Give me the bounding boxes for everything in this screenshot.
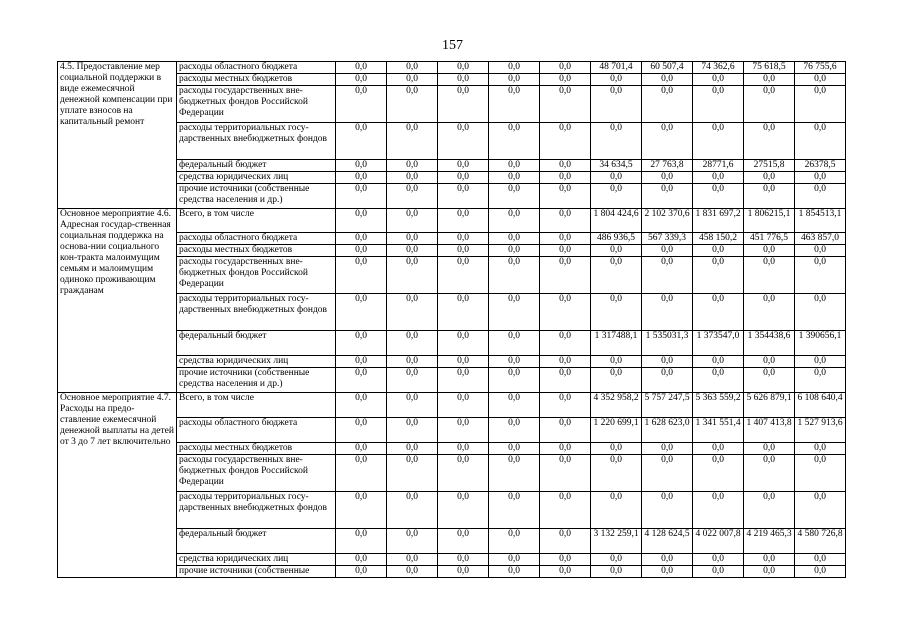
value-cell: 6 108 640,4: [795, 393, 846, 418]
value-cell: 0,0: [489, 368, 540, 393]
value-cell: 1 341 551,4: [693, 418, 744, 443]
value-cell: 0,0: [795, 554, 846, 566]
value-cell: 0,0: [387, 418, 438, 443]
value-cell: 75 618,5: [744, 62, 795, 74]
funding-source-cell: прочие источники (собственные средства населения и др.): [177, 368, 336, 393]
value-cell: 0,0: [336, 529, 387, 554]
budget-table: [57, 61, 846, 578]
value-cell: 0,0: [591, 257, 642, 294]
value-cell: 0,0: [591, 443, 642, 455]
value-cell: 0,0: [489, 257, 540, 294]
table-row: [58, 160, 846, 172]
value-cell: 5 363 559,2: [693, 393, 744, 418]
value-cell: 0,0: [438, 74, 489, 86]
table-row: [58, 418, 846, 443]
value-cell: 0,0: [387, 62, 438, 74]
value-cell: 0,0: [744, 294, 795, 331]
value-cell: 1 373547,0: [693, 331, 744, 356]
value-cell: 0,0: [438, 418, 489, 443]
table-row: [58, 257, 846, 294]
value-cell: 0,0: [438, 257, 489, 294]
table-row: [58, 245, 846, 257]
funding-source-cell: расходы государственных вне-бюджетных фондов Российской Федерации: [177, 455, 336, 492]
value-cell: 0,0: [540, 331, 591, 356]
value-cell: 0,0: [336, 418, 387, 443]
table-row: [58, 455, 846, 492]
table-row: [58, 566, 846, 578]
value-cell: 0,0: [387, 233, 438, 245]
value-cell: 0,0: [744, 245, 795, 257]
table-row: [58, 356, 846, 368]
value-cell: 48 701,4: [591, 62, 642, 74]
value-cell: 0,0: [387, 86, 438, 123]
value-cell: 567 339,3: [642, 233, 693, 245]
value-cell: 3 132 259,1: [591, 529, 642, 554]
value-cell: 2 102 370,6: [642, 209, 693, 233]
value-cell: 0,0: [744, 455, 795, 492]
value-cell: 0,0: [540, 455, 591, 492]
value-cell: 0,0: [693, 123, 744, 160]
value-cell: 0,0: [387, 123, 438, 160]
value-cell: 0,0: [540, 86, 591, 123]
value-cell: 0,0: [438, 443, 489, 455]
value-cell: 60 507,4: [642, 62, 693, 74]
value-cell: 0,0: [693, 566, 744, 578]
value-cell: 0,0: [438, 492, 489, 529]
value-cell: 0,0: [693, 356, 744, 368]
value-cell: 0,0: [438, 209, 489, 233]
value-cell: 0,0: [540, 184, 591, 209]
value-cell: 0,0: [336, 245, 387, 257]
funding-source-cell: расходы областного бюджета: [177, 62, 336, 74]
value-cell: 0,0: [744, 86, 795, 123]
table-row: [58, 331, 846, 356]
value-cell: 0,0: [795, 123, 846, 160]
value-cell: 1 220 699,1: [591, 418, 642, 443]
value-cell: 1 831 697,2: [693, 209, 744, 233]
value-cell: 0,0: [642, 455, 693, 492]
value-cell: 0,0: [642, 245, 693, 257]
value-cell: 0,0: [336, 209, 387, 233]
value-cell: 0,0: [642, 368, 693, 393]
value-cell: 0,0: [438, 62, 489, 74]
value-cell: 0,0: [540, 245, 591, 257]
value-cell: 0,0: [438, 172, 489, 184]
funding-source-cell: Всего, в том числе: [177, 209, 336, 233]
value-cell: 0,0: [693, 74, 744, 86]
value-cell: 0,0: [336, 331, 387, 356]
value-cell: 0,0: [438, 566, 489, 578]
value-cell: 0,0: [591, 492, 642, 529]
funding-source-cell: расходы государственных вне-бюджетных фондов Российской Федерации: [177, 257, 336, 294]
value-cell: 0,0: [540, 356, 591, 368]
value-cell: 0,0: [489, 393, 540, 418]
value-cell: 1 390656,1: [795, 331, 846, 356]
value-cell: 0,0: [540, 123, 591, 160]
value-cell: 0,0: [387, 443, 438, 455]
value-cell: 0,0: [744, 443, 795, 455]
value-cell: 0,0: [387, 331, 438, 356]
page-number: 157: [442, 38, 463, 53]
value-cell: 0,0: [591, 368, 642, 393]
value-cell: 0,0: [336, 123, 387, 160]
value-cell: 0,0: [540, 554, 591, 566]
value-cell: 0,0: [591, 172, 642, 184]
value-cell: 0,0: [489, 331, 540, 356]
funding-source-cell: расходы территориальных госу-дарственных внебюджетных фондов: [177, 294, 336, 331]
value-cell: 0,0: [795, 74, 846, 86]
value-cell: 0,0: [489, 492, 540, 529]
value-cell: 0,0: [336, 62, 387, 74]
value-cell: 0,0: [387, 393, 438, 418]
value-cell: 0,0: [336, 356, 387, 368]
value-cell: 0,0: [591, 74, 642, 86]
value-cell: 0,0: [387, 209, 438, 233]
value-cell: 0,0: [489, 209, 540, 233]
value-cell: 0,0: [591, 455, 642, 492]
value-cell: 0,0: [489, 294, 540, 331]
value-cell: 0,0: [591, 123, 642, 160]
value-cell: 0,0: [540, 418, 591, 443]
table-row: [58, 62, 846, 74]
value-cell: 0,0: [336, 86, 387, 123]
value-cell: 1 806215,1: [744, 209, 795, 233]
measure-cell: Основное мероприятие 4.6. Адресная государ-ственная социальная поддержка на основа-нии социального кон-тракта малоимущим семьям и малоимущим одиноко проживающим гражданам: [58, 209, 177, 393]
measure-cell: 4.5. Предоставление мер социальной поддержки в виде ежемесячной денежной компенсации при уплате взносов на капитальный ремонт: [58, 62, 177, 209]
value-cell: 0,0: [489, 172, 540, 184]
value-cell: 0,0: [642, 86, 693, 123]
value-cell: 0,0: [744, 172, 795, 184]
value-cell: 0,0: [489, 566, 540, 578]
value-cell: 0,0: [540, 566, 591, 578]
funding-source-cell: расходы местных бюджетов: [177, 245, 336, 257]
value-cell: 0,0: [642, 492, 693, 529]
value-cell: 0,0: [336, 184, 387, 209]
value-cell: 0,0: [438, 123, 489, 160]
value-cell: 0,0: [540, 74, 591, 86]
value-cell: 0,0: [693, 443, 744, 455]
value-cell: 0,0: [387, 356, 438, 368]
funding-source-cell: расходы местных бюджетов: [177, 74, 336, 86]
value-cell: 0,0: [489, 123, 540, 160]
value-cell: 0,0: [387, 184, 438, 209]
value-cell: 27515,8: [744, 160, 795, 172]
funding-source-cell: средства юридических лиц: [177, 172, 336, 184]
value-cell: 0,0: [489, 74, 540, 86]
value-cell: 0,0: [336, 368, 387, 393]
value-cell: 0,0: [387, 455, 438, 492]
table-row: [58, 209, 846, 233]
value-cell: 28771,6: [693, 160, 744, 172]
value-cell: 4 128 624,5: [642, 529, 693, 554]
value-cell: 0,0: [591, 566, 642, 578]
value-cell: 0,0: [744, 356, 795, 368]
table-row: [58, 443, 846, 455]
value-cell: 0,0: [489, 455, 540, 492]
value-cell: 0,0: [795, 245, 846, 257]
value-cell: 1 354438,6: [744, 331, 795, 356]
value-cell: 0,0: [489, 86, 540, 123]
value-cell: 0,0: [438, 294, 489, 331]
value-cell: 1 317488,1: [591, 331, 642, 356]
funding-source-cell: средства юридических лиц: [177, 356, 336, 368]
value-cell: 0,0: [540, 172, 591, 184]
value-cell: 0,0: [387, 160, 438, 172]
value-cell: 0,0: [387, 257, 438, 294]
value-cell: 0,0: [540, 233, 591, 245]
value-cell: 0,0: [795, 566, 846, 578]
value-cell: 0,0: [795, 172, 846, 184]
value-cell: 0,0: [336, 393, 387, 418]
value-cell: 0,0: [540, 294, 591, 331]
value-cell: 0,0: [642, 294, 693, 331]
funding-source-cell: прочие источники (собственные: [177, 566, 336, 578]
value-cell: 74 362,6: [693, 62, 744, 74]
value-cell: 0,0: [489, 418, 540, 443]
value-cell: 0,0: [438, 86, 489, 123]
value-cell: 0,0: [438, 184, 489, 209]
value-cell: 0,0: [591, 294, 642, 331]
value-cell: 0,0: [540, 257, 591, 294]
funding-source-cell: расходы областного бюджета: [177, 233, 336, 245]
value-cell: 0,0: [336, 233, 387, 245]
value-cell: 0,0: [744, 184, 795, 209]
value-cell: 0,0: [744, 566, 795, 578]
value-cell: 0,0: [591, 184, 642, 209]
funding-source-cell: средства юридических лиц: [177, 554, 336, 566]
funding-source-cell: федеральный бюджет: [177, 160, 336, 172]
value-cell: 0,0: [642, 356, 693, 368]
table-row: [58, 233, 846, 245]
value-cell: 0,0: [795, 443, 846, 455]
value-cell: 0,0: [540, 160, 591, 172]
value-cell: 76 755,6: [795, 62, 846, 74]
value-cell: 0,0: [795, 257, 846, 294]
value-cell: 0,0: [744, 492, 795, 529]
value-cell: 0,0: [489, 233, 540, 245]
value-cell: 4 352 958,2: [591, 393, 642, 418]
funding-source-cell: федеральный бюджет: [177, 529, 336, 554]
value-cell: 5 757 247,5: [642, 393, 693, 418]
table-row: [58, 554, 846, 566]
value-cell: 0,0: [438, 368, 489, 393]
table-row: [58, 172, 846, 184]
value-cell: 0,0: [693, 245, 744, 257]
value-cell: 0,0: [693, 184, 744, 209]
value-cell: 0,0: [438, 455, 489, 492]
value-cell: 0,0: [387, 492, 438, 529]
value-cell: 0,0: [438, 356, 489, 368]
value-cell: 0,0: [591, 86, 642, 123]
value-cell: 0,0: [387, 566, 438, 578]
value-cell: 463 857,0: [795, 233, 846, 245]
value-cell: 0,0: [591, 356, 642, 368]
value-cell: 0,0: [744, 257, 795, 294]
value-cell: 0,0: [744, 74, 795, 86]
value-cell: 0,0: [438, 160, 489, 172]
value-cell: 0,0: [693, 492, 744, 529]
value-cell: 0,0: [336, 554, 387, 566]
funding-source-cell: расходы областного бюджета: [177, 418, 336, 443]
value-cell: 0,0: [591, 245, 642, 257]
value-cell: 0,0: [489, 443, 540, 455]
value-cell: 0,0: [693, 257, 744, 294]
value-cell: 0,0: [336, 443, 387, 455]
value-cell: 1 535031,3: [642, 331, 693, 356]
value-cell: 0,0: [336, 455, 387, 492]
value-cell: 0,0: [438, 393, 489, 418]
value-cell: 0,0: [387, 245, 438, 257]
value-cell: 4 022 007,8: [693, 529, 744, 554]
value-cell: 451 776,5: [744, 233, 795, 245]
value-cell: 34 634,5: [591, 160, 642, 172]
value-cell: 0,0: [693, 294, 744, 331]
table-body: [58, 62, 846, 578]
funding-source-cell: Всего, в том числе: [177, 393, 336, 418]
value-cell: 1 854513,1: [795, 209, 846, 233]
table-row: [58, 123, 846, 160]
value-cell: 0,0: [387, 74, 438, 86]
value-cell: 0,0: [438, 233, 489, 245]
value-cell: 4 580 726,8: [795, 529, 846, 554]
value-cell: 0,0: [489, 356, 540, 368]
value-cell: 0,0: [744, 554, 795, 566]
value-cell: 0,0: [336, 294, 387, 331]
value-cell: 0,0: [591, 554, 642, 566]
value-cell: 0,0: [795, 184, 846, 209]
value-cell: 0,0: [387, 294, 438, 331]
value-cell: 1 527 913,6: [795, 418, 846, 443]
value-cell: 0,0: [642, 566, 693, 578]
value-cell: 0,0: [336, 257, 387, 294]
funding-source-cell: расходы территориальных госу-дарственных внебюджетных фондов: [177, 123, 336, 160]
value-cell: 0,0: [540, 492, 591, 529]
table-row: [58, 86, 846, 123]
value-cell: 26378,5: [795, 160, 846, 172]
table-row: [58, 368, 846, 393]
value-cell: 0,0: [336, 566, 387, 578]
value-cell: 0,0: [438, 331, 489, 356]
value-cell: 0,0: [642, 123, 693, 160]
value-cell: 0,0: [387, 172, 438, 184]
value-cell: 0,0: [336, 492, 387, 529]
funding-source-cell: расходы территориальных госу-дарственных внебюджетных фондов: [177, 492, 336, 529]
value-cell: 0,0: [387, 368, 438, 393]
value-cell: 0,0: [540, 443, 591, 455]
value-cell: 0,0: [642, 257, 693, 294]
value-cell: 0,0: [438, 245, 489, 257]
table-row: [58, 184, 846, 209]
value-cell: 0,0: [540, 368, 591, 393]
value-cell: 486 936,5: [591, 233, 642, 245]
value-cell: 0,0: [540, 209, 591, 233]
value-cell: 0,0: [693, 172, 744, 184]
value-cell: 0,0: [642, 184, 693, 209]
funding-source-cell: федеральный бюджет: [177, 331, 336, 356]
value-cell: 0,0: [540, 393, 591, 418]
value-cell: 4 219 465,3: [744, 529, 795, 554]
value-cell: 0,0: [489, 62, 540, 74]
table-row: [58, 294, 846, 331]
value-cell: 0,0: [489, 160, 540, 172]
table-row: [58, 529, 846, 554]
value-cell: 0,0: [489, 184, 540, 209]
value-cell: 0,0: [387, 554, 438, 566]
table-row: [58, 74, 846, 86]
value-cell: 0,0: [795, 356, 846, 368]
value-cell: 0,0: [744, 123, 795, 160]
value-cell: 0,0: [489, 529, 540, 554]
value-cell: 0,0: [336, 74, 387, 86]
value-cell: 0,0: [693, 455, 744, 492]
value-cell: 1 804 424,6: [591, 209, 642, 233]
value-cell: 0,0: [438, 529, 489, 554]
value-cell: 27 763,8: [642, 160, 693, 172]
value-cell: 0,0: [438, 554, 489, 566]
value-cell: 0,0: [744, 368, 795, 393]
table-row: [58, 393, 846, 418]
measure-cell: Основное мероприятие 4.7. Расходы на предо-ставление ежемесячной денежной выплаты на детей от 3 до 7 лет включительно: [58, 393, 177, 578]
funding-source-cell: расходы местных бюджетов: [177, 443, 336, 455]
value-cell: 5 626 879,1: [744, 393, 795, 418]
value-cell: 0,0: [642, 74, 693, 86]
value-cell: 0,0: [693, 86, 744, 123]
value-cell: 0,0: [642, 443, 693, 455]
value-cell: 0,0: [540, 529, 591, 554]
value-cell: 0,0: [336, 172, 387, 184]
value-cell: 0,0: [336, 160, 387, 172]
table-row: [58, 492, 846, 529]
value-cell: 0,0: [795, 368, 846, 393]
value-cell: 0,0: [795, 492, 846, 529]
value-cell: 0,0: [489, 554, 540, 566]
value-cell: 0,0: [642, 554, 693, 566]
value-cell: 0,0: [540, 62, 591, 74]
funding-source-cell: прочие источники (собственные средства населения и др.): [177, 184, 336, 209]
funding-source-cell: расходы государственных вне-бюджетных фондов Российской Федерации: [177, 86, 336, 123]
value-cell: 1 628 623,0: [642, 418, 693, 443]
value-cell: 0,0: [795, 455, 846, 492]
value-cell: 0,0: [693, 368, 744, 393]
value-cell: 0,0: [693, 554, 744, 566]
value-cell: 0,0: [489, 245, 540, 257]
value-cell: 0,0: [642, 172, 693, 184]
value-cell: 0,0: [795, 294, 846, 331]
value-cell: 458 150,2: [693, 233, 744, 245]
value-cell: 0,0: [795, 86, 846, 123]
value-cell: 1 407 413,8: [744, 418, 795, 443]
value-cell: 0,0: [387, 529, 438, 554]
